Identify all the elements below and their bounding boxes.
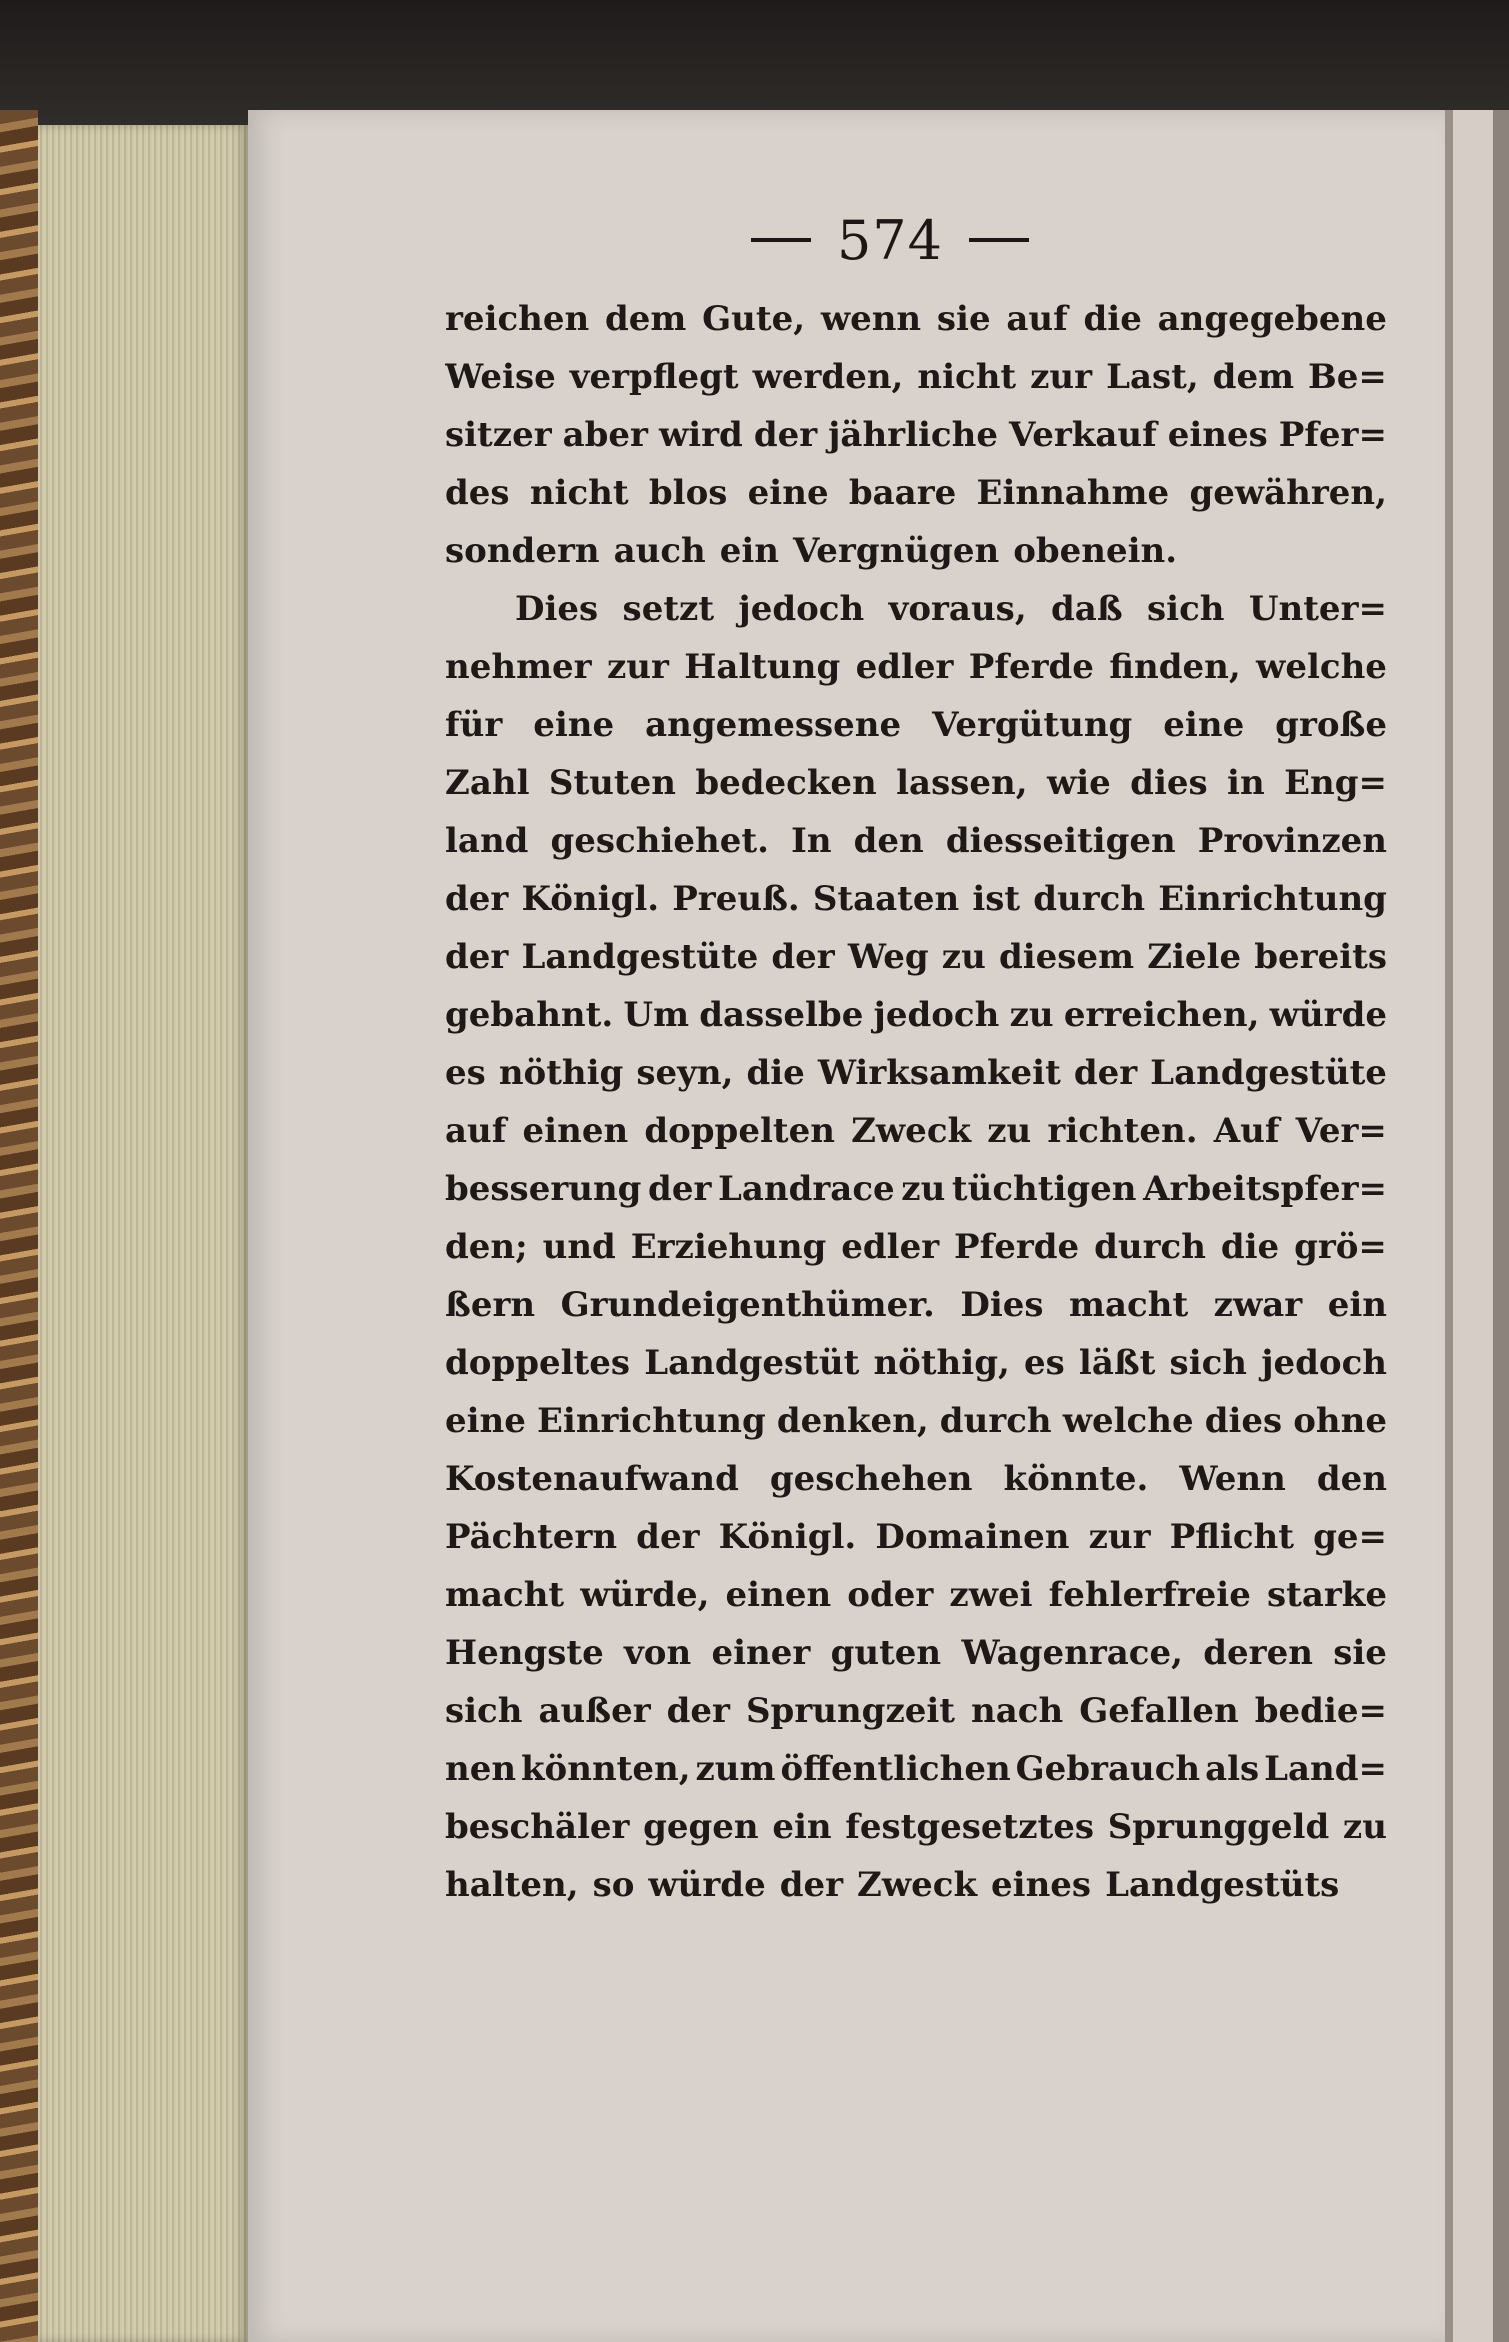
text-line: nen könnten, zum öffentlichen Gebrauch als Land=	[445, 1749, 1387, 1789]
text-line: Zahl Stuten bedecken lassen, wie dies in Eng=	[445, 763, 1387, 803]
text-line: für eine angemessene Vergütung eine große	[445, 705, 1387, 745]
text-line: sondern auch ein Vergnügen obenein.	[445, 531, 1178, 571]
text-line: Weise verpflegt werden, nicht zur Last, dem Be=	[445, 357, 1387, 397]
text-line: reichen dem Gute, wenn sie auf die angegebene	[445, 299, 1387, 339]
text-line: Pächtern der Königl. Domainen zur Pflicht ge=	[445, 1517, 1387, 1557]
text-line: eine Einrichtung denken, durch welche dies ohne	[445, 1401, 1387, 1441]
text-line: es nöthig seyn, die Wirksamkeit der Landgestüte	[445, 1053, 1387, 1093]
text-line: der Landgestüte der Weg zu diesem Ziele bereits	[445, 937, 1387, 977]
page-header	[690, 200, 1090, 280]
facing-page-edge	[1445, 110, 1509, 2342]
text-line: der Königl. Preuß. Staaten ist durch Einrichtung	[445, 879, 1387, 919]
text-line: land geschiehet. In den diesseitigen Provinzen	[445, 821, 1387, 861]
text-line: Kostenaufwand geschehen könnte. Wenn den	[445, 1459, 1387, 1499]
book-cover-edge	[0, 110, 38, 2342]
text-line: des nicht blos eine baare Einnahme gewähren,	[445, 473, 1387, 513]
text-line: gebahnt. Um dasselbe jedoch zu erreichen, würde	[445, 995, 1387, 1035]
text-line: Dies setzt jedoch voraus, daß sich Unter=	[515, 589, 1387, 629]
text-line: ßern Grundeigenthümer. Dies macht zwar ein	[445, 1285, 1387, 1325]
text-line: halten, so würde der Zweck eines Landgestüts	[445, 1865, 1340, 1905]
text-line: den; und Erziehung edler Pferde durch die grö=	[445, 1227, 1387, 1267]
page-number: 574	[836, 208, 944, 272]
text-line: sich außer der Sprungzeit nach Gefallen bedie=	[445, 1691, 1387, 1731]
text-line: besserung der Landrace zu tüchtigen Arbeitspfer=	[445, 1169, 1387, 1209]
text-line: auf einen doppelten Zweck zu richten. Auf Ver=	[445, 1111, 1387, 1151]
header-dash-right	[969, 238, 1029, 242]
header-dash-left	[751, 238, 811, 242]
text-line: macht würde, einen oder zwei fehlerfreie starke	[445, 1575, 1387, 1615]
text-line: doppeltes Landgestüt nöthig, es läßt sich jedoch	[445, 1343, 1387, 1383]
text-line: Hengste von einer guten Wagenrace, deren sie	[445, 1633, 1387, 1673]
page-edges	[38, 125, 248, 2342]
text-line: beschäler gegen ein festgesetztes Sprunggeld zu	[445, 1807, 1387, 1847]
body-text	[445, 290, 1387, 1914]
text-line: nehmer zur Haltung edler Pferde finden, welche	[445, 647, 1387, 687]
text-line: sitzer aber wird der jährliche Verkauf eines Pfer=	[445, 415, 1387, 455]
